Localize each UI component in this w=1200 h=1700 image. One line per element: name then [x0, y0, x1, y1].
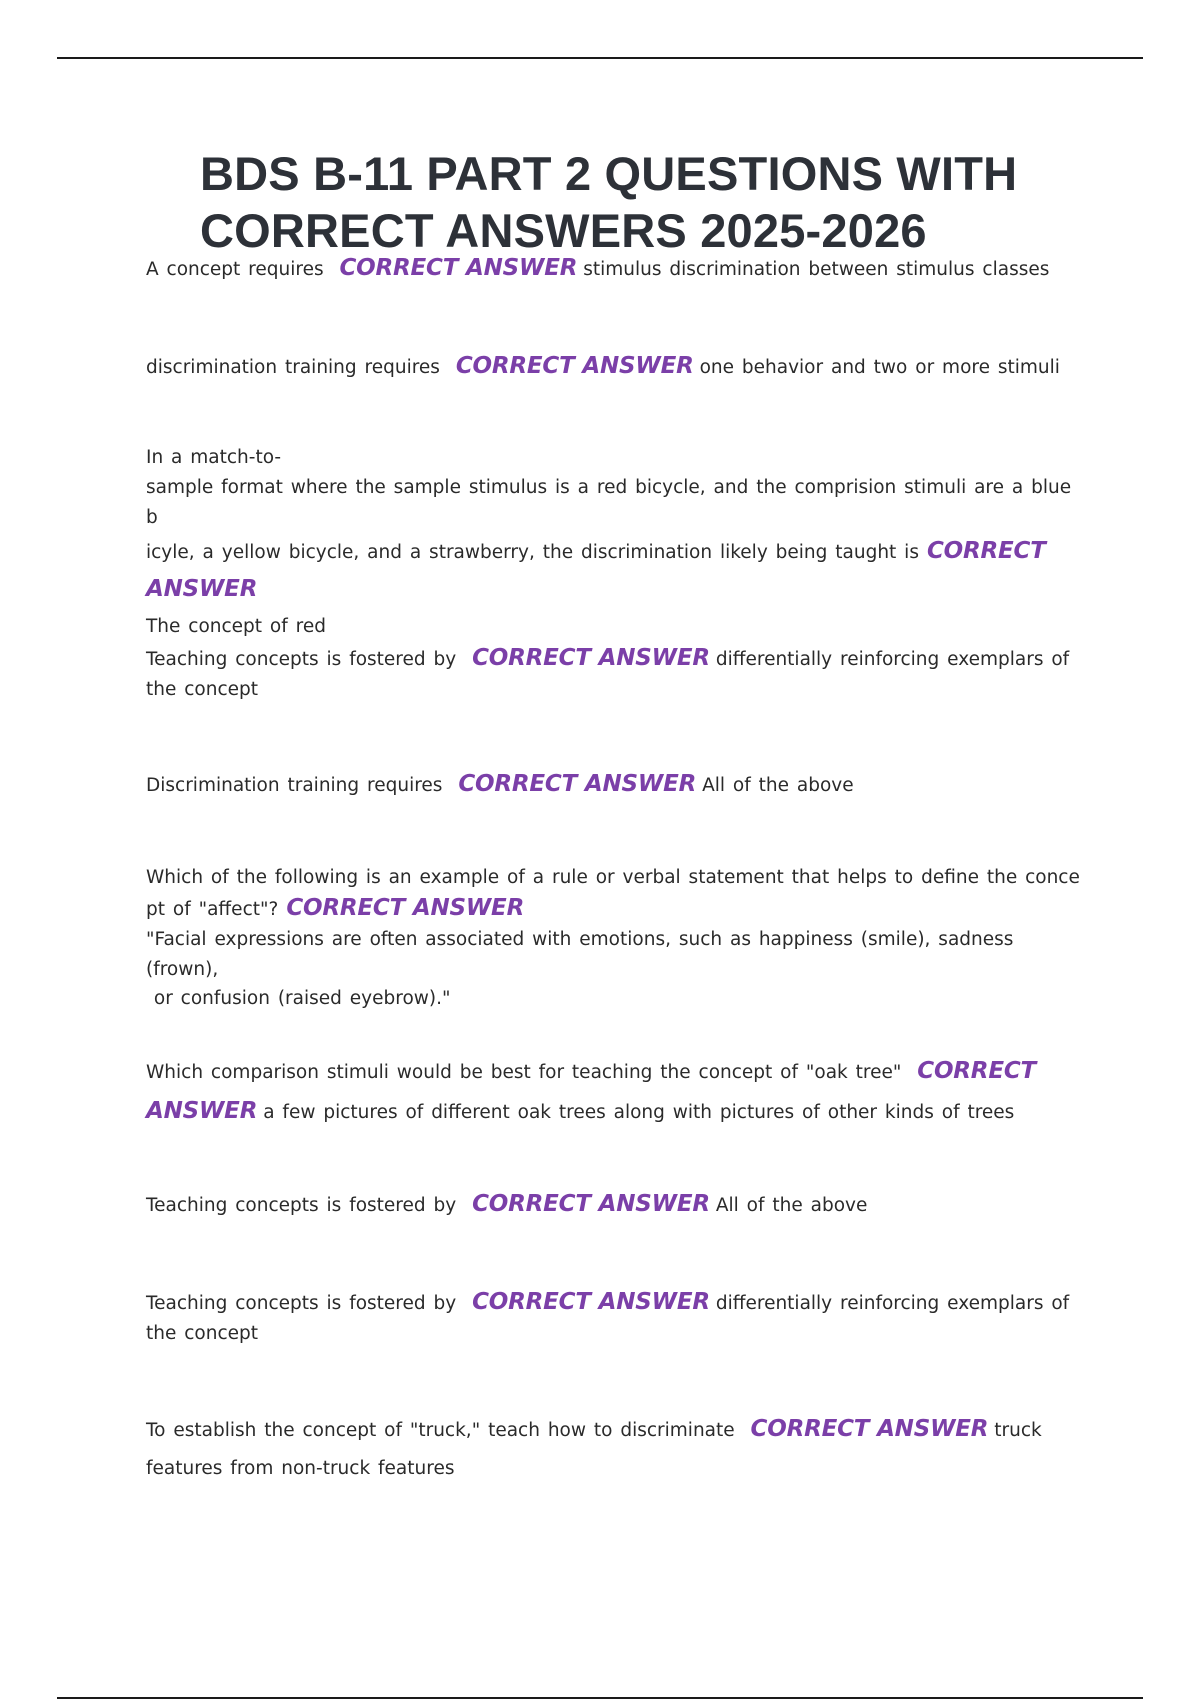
question-text: To establish the concept of "truck," teach how to discriminate [146, 1420, 735, 1441]
answer-text: All of the above [715, 1195, 868, 1216]
question-text-line-1: In a match-to- [146, 447, 282, 468]
correct-answer-label: CORRECT ANSWER [472, 645, 710, 671]
qa-item-4 [146, 643, 1086, 705]
title-line-2: CORRECT ANSWERS 2025-2026 [200, 204, 927, 257]
question-text: Which comparison stimuli would be best for teaching the concept of "oak tree" [146, 1062, 902, 1083]
answer-text: differentially reinforcing exemplars of the concept [146, 649, 1070, 700]
question-text-line-2: pt of "affect"? [146, 899, 279, 920]
qa-item-2 [146, 350, 1086, 384]
question-text: Teaching concepts is fostered by [146, 649, 457, 670]
correct-answer-label: CORRECT ANSWER [472, 1289, 710, 1315]
answer-text: The concept of red [146, 616, 326, 637]
answer-text: one behavior and two or more stimuli [699, 357, 1060, 378]
correct-answer-label: CORRECT ANSWER [750, 1416, 989, 1442]
correct-answer-label: CORRECT ANSWER [455, 353, 694, 379]
question-text: discrimination training requires [146, 357, 440, 378]
correct-answer-label: CORRECT ANSWER [339, 255, 578, 281]
question-text-line-1: Which of the following is an example of a rule or verbal statement that helps to define the conce [146, 867, 1080, 888]
question-text: Teaching concepts is fostered by [146, 1293, 457, 1314]
answer-text: differentially reinforcing exemplars of the concept [146, 1293, 1070, 1344]
correct-answer-label: CORRECT ANSWER [146, 1058, 1036, 1124]
answer-text: truck features from non-truck features [146, 1420, 1042, 1479]
question-text: Discrimination training requires [146, 775, 443, 796]
answer-text: a few pictures of different oak trees along with pictures of other kinds of trees [263, 1102, 1015, 1123]
title-line-1: BDS B-11 PART 2 QUESTIONS WITH [200, 147, 1018, 200]
correct-answer-label: CORRECT ANSWER [472, 1191, 710, 1217]
question-text-line-2: sample format where the sample stimulus is a red bicycle, and the comprision stimuli are a blue b [146, 477, 1072, 528]
answer-text-line-1: "Facial expressions are often associated with emotions, such as happiness (smile), sadness (frown), [146, 929, 1014, 980]
correct-answer-label: CORRECT ANSWER [286, 895, 525, 921]
bottom-rule [57, 1697, 1143, 1699]
qa-item-10 [146, 1410, 1086, 1488]
qa-item-6 [146, 862, 1086, 1013]
question-text: A concept requires [146, 259, 324, 280]
document-title [200, 145, 1100, 259]
top-rule [57, 57, 1143, 59]
answer-text: stimulus discrimination between stimulus classes [583, 259, 1050, 280]
correct-answer-label: CORRECT ANSWER [458, 771, 697, 797]
qa-item-3 [146, 443, 1086, 645]
question-text: Teaching concepts is fostered by [146, 1195, 457, 1216]
qa-item-9 [146, 1287, 1086, 1349]
qa-item-1 [146, 252, 1086, 286]
qa-item-8 [146, 1188, 1086, 1222]
qa-item-7 [146, 1052, 1086, 1132]
correct-answer-label: CORRECT ANSWER [146, 538, 1046, 602]
answer-text-line-2: or confusion (raised eyebrow)." [146, 988, 451, 1009]
answer-text: All of the above [702, 775, 854, 796]
qa-item-5 [146, 768, 1086, 802]
question-text-line-3: icyle, a yellow bicycle, and a strawberry, the discrimination likely being taught is [146, 542, 919, 563]
